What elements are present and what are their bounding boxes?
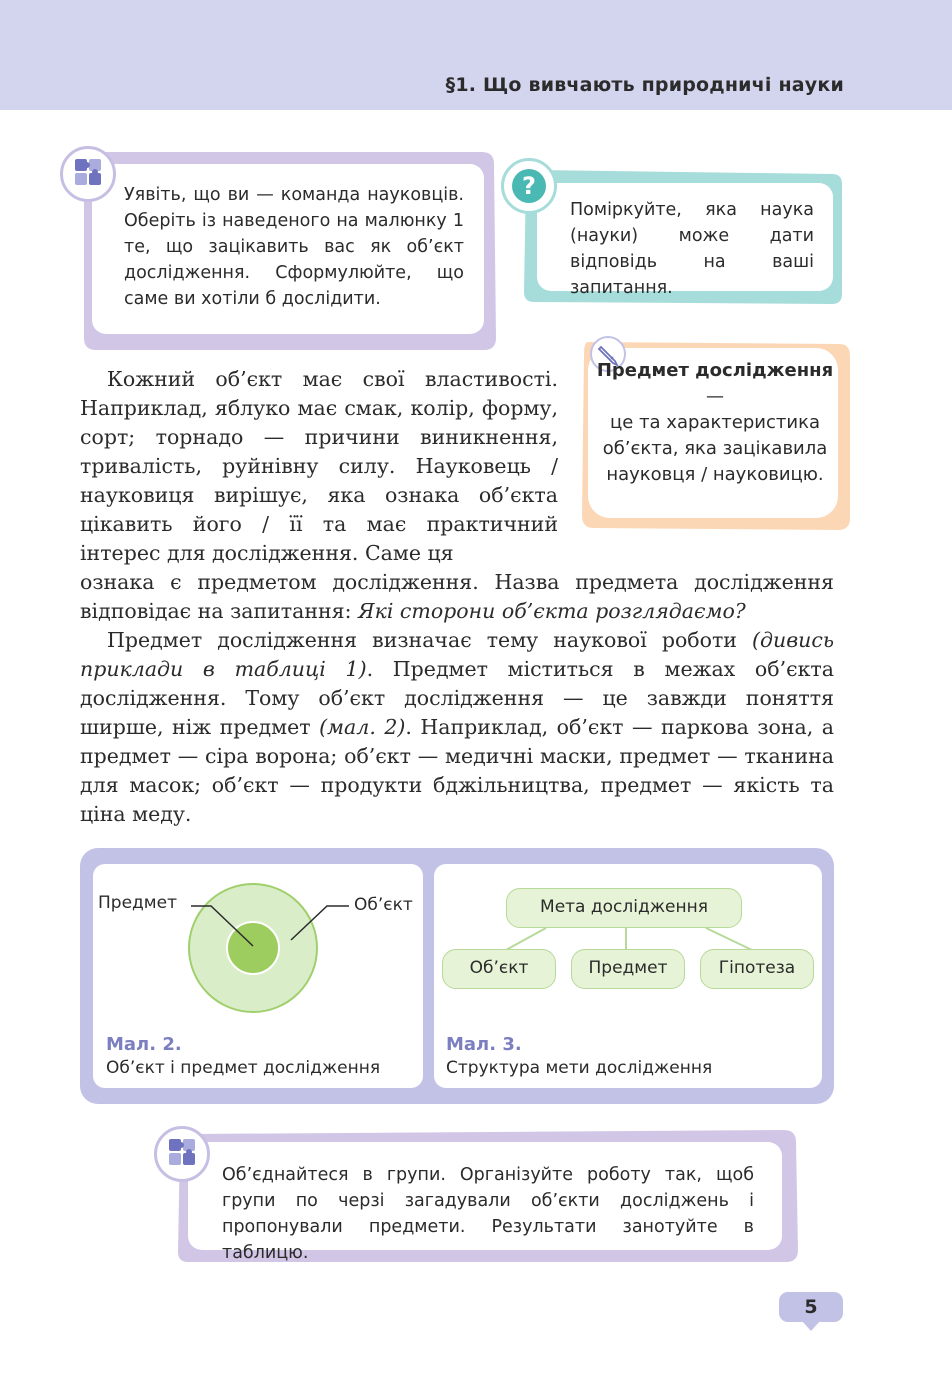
task-1-text: Уявіть, що ви — команда науковців. Оберіть із наведеного на малюнку 1 те, що зацікавить вас як об’єкт дослідження. Сформулюйте, що саме ви хотіли б дослідити.: [124, 185, 464, 309]
definition-dash: —: [706, 386, 724, 407]
definition-text: [596, 358, 834, 488]
node-subject: Предмет: [571, 949, 685, 989]
fig2-label-subject: Предмет: [98, 893, 177, 913]
paragraph-2-b: . Предмет міститься в межах об’єкта дослідження. Тому об’єкт дослідження — це завжди поняття ширше, ніж предмет: [80, 657, 834, 739]
node-hypothesis: Гіпотеза: [700, 949, 814, 989]
body-paragraph-1-bottom: [80, 568, 834, 829]
paragraph-2: [80, 626, 834, 829]
puzzle-icon: [154, 1126, 210, 1182]
paragraph-2-a: Предмет дослідження визначає тему наукової роботи: [107, 628, 753, 652]
page-number: 5: [779, 1292, 843, 1322]
fig2-caption-text: Об’єкт і предмет дослідження: [106, 1058, 381, 1078]
paragraph-1-text-top: Кожний об’єкт має свої властивості. Наприклад, яблуко має смак, колір, форму, сорт; торнадо — причини виникнення, тривалість, руйнівну силу. Науковець / науковиця вирішує, яка ознака об’єкта цікавить його / її та має практичний інтерес для дослідження. Саме ця: [80, 367, 558, 565]
paragraph-1-question: Які сторони об’єкта розглядаємо?: [358, 599, 746, 623]
fig2-label-object: Об’єкт: [354, 895, 413, 915]
task-2-text: Об’єднайтеся в групи. Організуйте роботу так, щоб групи по черзі загадували об’єкти досліджень і пропонували предмети. Результати занотуйте в таблицю.: [222, 1165, 754, 1263]
body-paragraph-1-top: [80, 365, 558, 568]
fig3-caption-text: Структура мети дослідження: [446, 1058, 713, 1078]
page-number-pointer: [802, 1321, 820, 1333]
puzzle-icon: [60, 146, 116, 202]
node-object: Об’єкт: [442, 949, 556, 989]
subject-circle: [227, 922, 279, 974]
question-text: Поміркуйте, яка наука (науки) може дати відповідь на ваші запитання.: [570, 200, 814, 298]
paragraph-1-lines: [80, 365, 558, 568]
node-research-goal: Мета дослідження: [506, 888, 742, 928]
fig2-caption-number: Мал. 2.: [106, 1034, 182, 1055]
question-mark: ?: [512, 169, 546, 203]
paragraph-2-c: . Наприклад, об’єкт — паркова зона, а предмет — сіра ворона; об’єкт — медичні маски, предмет — тканина для масок; об’єкт — продукти бджільництва, предмет — якість та ціна меду.: [80, 715, 834, 826]
definition-term: Предмет дослідження: [596, 360, 834, 381]
section-title: §1. Що вивчають природничі науки: [445, 74, 844, 96]
paragraph-2-ref-fig: (мал. 2): [319, 715, 406, 739]
fig3-caption-number: Мал. 3.: [446, 1034, 522, 1055]
paragraph-1-text-rest: ознака є предметом дослідження. Назва предмета дослідження відповідає на запитання:: [80, 570, 834, 623]
paragraph-2-ref-table: (дивись приклади в таблиці 1): [80, 628, 834, 681]
definition-body: це та характеристика об’єкта, яка зацікавила науковця / науковицю.: [602, 412, 828, 485]
question-icon: [501, 158, 557, 214]
paragraph-1-rest: [80, 568, 834, 626]
figure-2-diagram: [93, 864, 423, 1024]
